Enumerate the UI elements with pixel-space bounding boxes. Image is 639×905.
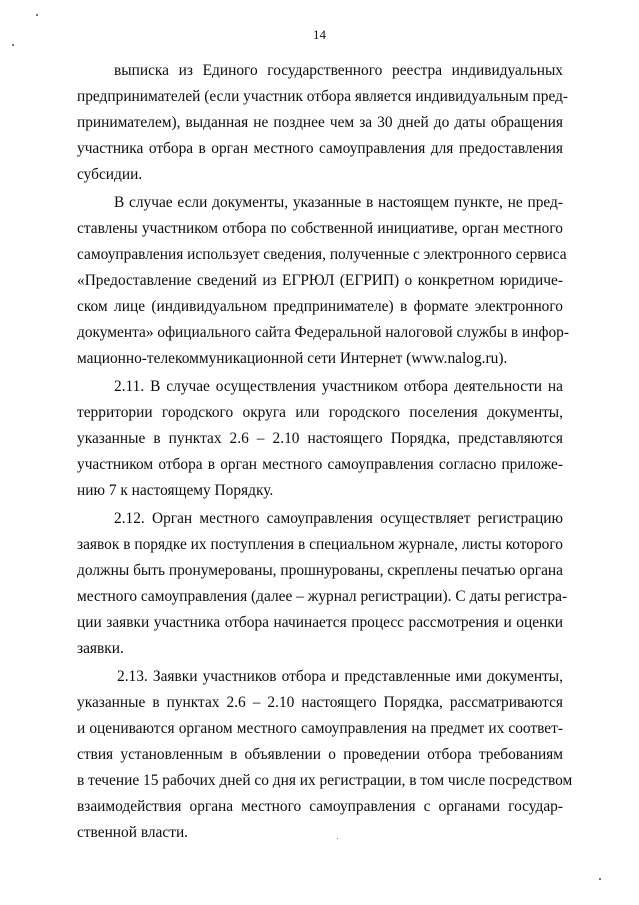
- text-line: 2.12. Орган местного самоуправления осуществляет регистрацию: [114, 510, 563, 527]
- text-line: ции заявки участника отбора начинается процесс рассмотрения и оценки: [77, 614, 563, 631]
- text-line: ствия установленным в объявлении о проведении отбора требованиям: [77, 746, 563, 763]
- text-line: самоуправления использует сведения, полученные с электронного сервиса: [77, 246, 567, 263]
- text-line: указанные в пунктах 2.6 – 2.10 настоящего Порядка, представляются: [77, 430, 563, 447]
- text-line: участником отбора в орган местного самоуправления согласно приложе-: [77, 456, 563, 473]
- scan-speck: [599, 878, 601, 880]
- text-line: должны быть пронумерованы, прошнурованы, скреплены печатью органа: [77, 562, 563, 579]
- text-line: мационно-телекоммуникационной сети Интернет (www.nalog.ru).: [77, 350, 508, 367]
- text-line: В случае если документы, указанные в настоящем пункте, не пред-: [114, 194, 563, 211]
- text-line: в течение 15 рабочих дней со дня их регистрации, в том числе посредством: [77, 772, 573, 789]
- text-line: выписка из Единого государственного реестра индивидуальных: [114, 62, 563, 79]
- text-line: заявок в порядке их поступления в специальном журнале, листы которого: [77, 536, 563, 553]
- text-line: ставлены участником отбора по собственной инициативе, орган местного: [77, 220, 563, 237]
- text-line: ском лице (индивидуальном предпринимателе) в формате электронного: [77, 298, 563, 315]
- scan-speck: [36, 14, 38, 16]
- text-line: субсидии.: [77, 166, 143, 183]
- text-line: взаимодействия органа местного самоуправления с органами государ-: [77, 798, 563, 815]
- text-line: участника отбора в орган местного самоуправления для предоставления: [77, 140, 563, 157]
- text-line: территории городского округа или городского поселения документы,: [77, 404, 563, 421]
- text-line: документа» официального сайта Федеральной налоговой службы в инфор-: [77, 324, 569, 341]
- text-line: указанные в пунктах 2.6 – 2.10 настоящего Порядка, рассматриваются: [77, 694, 563, 711]
- text-line: нию 7 к настоящему Порядку.: [77, 482, 274, 499]
- page-number: 14: [313, 27, 326, 42]
- text-line: 2.11. В случае осуществления участником отбора деятельности на: [114, 378, 563, 395]
- text-line: 2.13. Заявки участников отбора и представленные ими документы,: [117, 668, 563, 685]
- text-line: местного самоуправления (далее – журнал регистрации). С даты регистра-: [77, 588, 568, 605]
- text-line: предпринимателей (если участник отбора является индивидуальным пред-: [77, 88, 569, 105]
- text-line: принимателем), выданная не позднее чем за 30 дней до даты обращения: [77, 114, 563, 131]
- text-line: «Предоставление сведений из ЕГРЮЛ (ЕГРИП) о конкретном юридиче-: [77, 272, 563, 289]
- text-line: и оцениваются органом местного самоуправления на предмет их соответ-: [77, 720, 563, 737]
- text-line: заявки.: [77, 640, 124, 657]
- text-line: ственной власти.: [77, 824, 189, 841]
- scan-speck: [337, 838, 338, 839]
- scan-speck: [12, 44, 14, 46]
